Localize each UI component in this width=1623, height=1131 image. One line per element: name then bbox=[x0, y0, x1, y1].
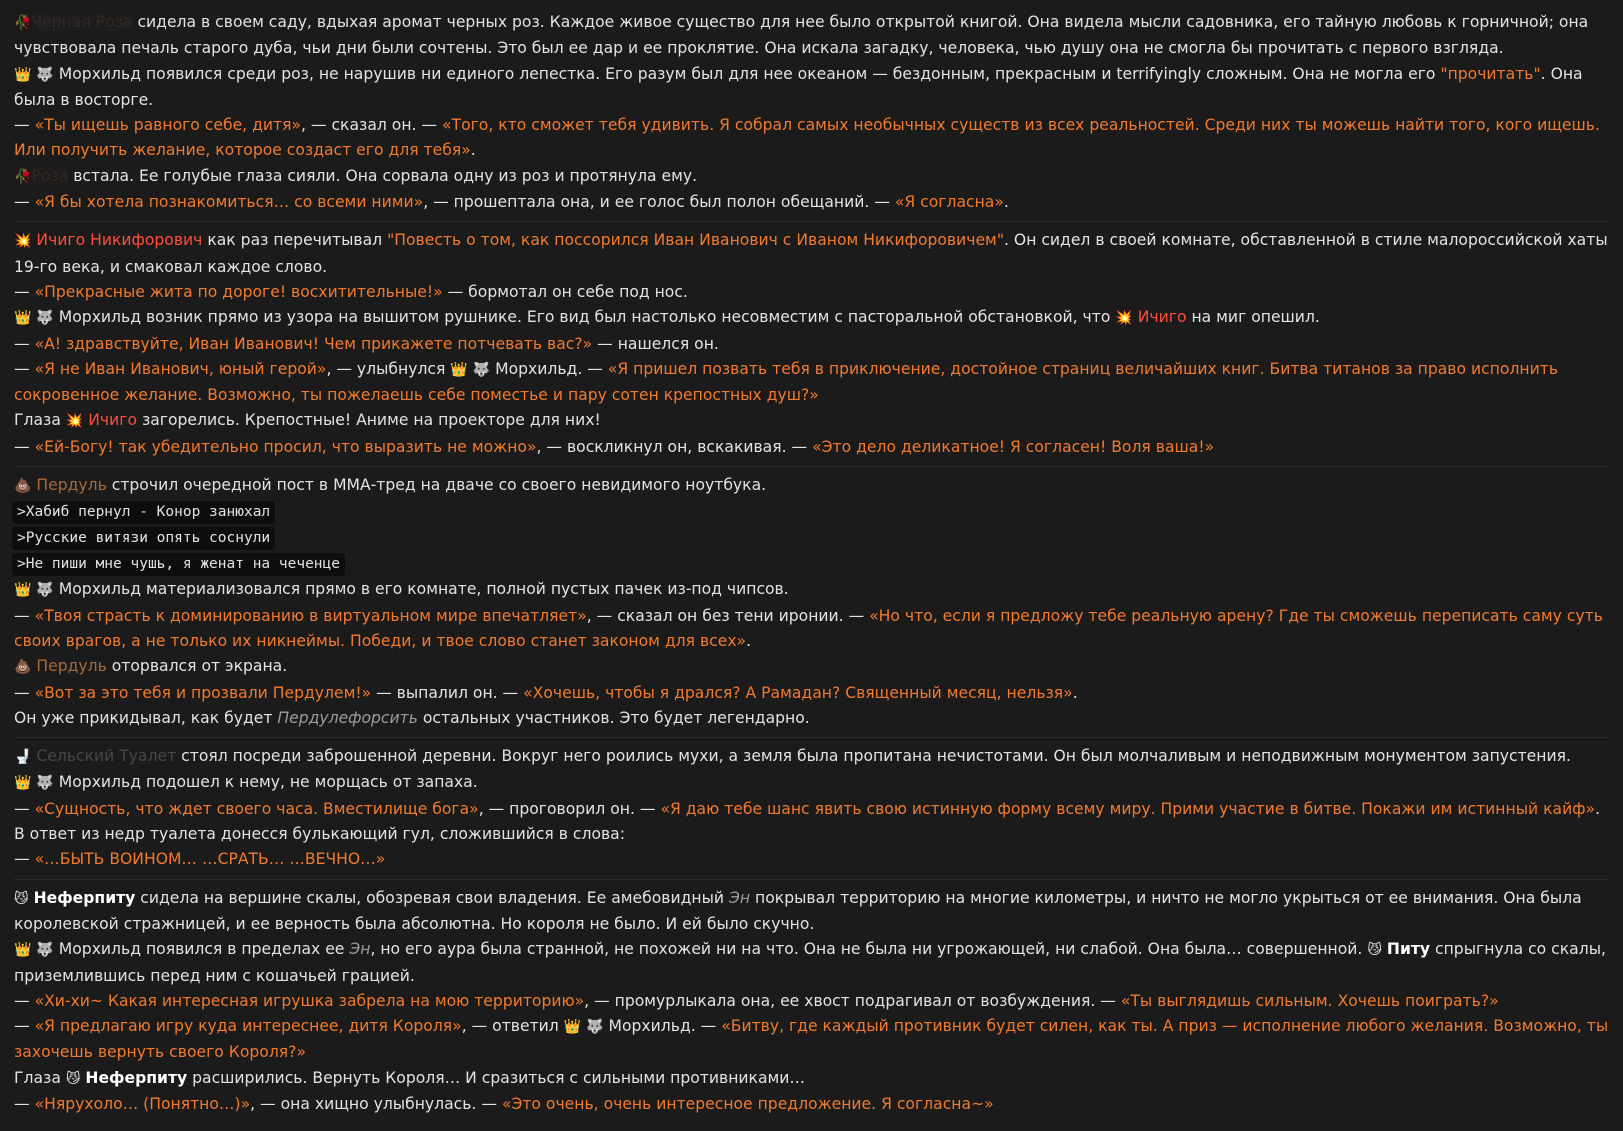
character-name: Роза bbox=[31, 166, 69, 185]
dialogue-line bbox=[14, 113, 1609, 164]
text: Морхильд. — bbox=[603, 1017, 722, 1036]
dialogue-line bbox=[14, 357, 1609, 409]
section-toilet bbox=[14, 737, 1609, 878]
quote: «Это очень, очень интересное предложение. Я согласна~» bbox=[501, 1094, 994, 1113]
crown-icon: 👑 bbox=[563, 1019, 582, 1036]
highlight: "прочитать" bbox=[1440, 64, 1541, 83]
dash: — bbox=[14, 850, 35, 869]
dialogue-line bbox=[14, 1014, 1609, 1066]
quote: «Сущность, что ждет своего часа. Вместилище бога» bbox=[34, 799, 479, 818]
crown-icon: 👑 bbox=[14, 310, 32, 327]
collision-icon: 💥 bbox=[14, 233, 32, 250]
dash: — bbox=[14, 437, 35, 456]
text: . bbox=[1003, 193, 1009, 212]
text: , — улыбнулся bbox=[326, 359, 451, 378]
crown-icon: 👑 bbox=[14, 582, 32, 599]
section-ichigo bbox=[14, 221, 1609, 466]
poop-icon: 💩 bbox=[14, 659, 32, 676]
quote: «Я согласна» bbox=[894, 193, 1004, 212]
text: , — сказал он без тени иронии. — bbox=[586, 606, 870, 625]
text: оторвался от экрана. bbox=[106, 657, 288, 676]
text: . Он сидел в своей комнате, обставленной в стиле малороссийской хаты 19-го века, и смаковал каждое слово. bbox=[14, 231, 1608, 276]
paragraph bbox=[14, 408, 1609, 434]
quote: «Твоя страсть к доминированию в виртуальном мире впечатляет» bbox=[34, 606, 587, 625]
quote: «Я пришел позвать тебя в приключение, достойное страниц величайших книг. Битва титанов за право исполнить сокровенное желание. Возможно, ты пожелаешь себе поместье и пару сотен крепостных душ?» bbox=[14, 359, 1559, 405]
highlight: "Повесть о том, как поссорился Иван Иванович с Иваном Никифоровичем" bbox=[387, 231, 1004, 250]
character-name: Ичиго bbox=[1137, 308, 1187, 327]
text: , но его аура была странной, не похожей ни на что. Она не была ни угрожающей, ни слабой. Она была… совершенной. bbox=[370, 940, 1368, 959]
crown-icon: 👑 bbox=[14, 942, 32, 959]
text: , — проговорил он. — bbox=[478, 799, 661, 818]
dialogue-line bbox=[14, 847, 1609, 872]
quote: «Хочешь, чтобы я дрался? А Рамадан? Священный месяц, нельзя» bbox=[523, 683, 1073, 702]
text: , — она хищно улыбнулась. — bbox=[250, 1094, 502, 1113]
wolf-icon: 🐺 bbox=[36, 775, 54, 792]
dialogue-line bbox=[14, 681, 1609, 706]
dialogue-line bbox=[14, 797, 1609, 822]
inline-code: >Не пиши мне чушь, я женат на чеченце bbox=[12, 553, 345, 576]
dash: — bbox=[14, 193, 35, 212]
dialogue-line bbox=[14, 435, 1609, 460]
text: , — промурлыкала она, ее хвост подрагивал от возбуждения. — bbox=[584, 991, 1121, 1010]
quote: «Ты ищешь равного себе, дитя» bbox=[34, 116, 302, 135]
text: В ответ из недр туалета донесся булькающий гул, сложившийся в слова: bbox=[14, 825, 625, 844]
paragraph bbox=[14, 886, 1609, 938]
text: . Она была в восторге. bbox=[14, 64, 1583, 109]
text: Морхильд возник прямо из узора на вышитом рушнике. Его вид был настолько несовместим с пасторальной обстановкой, что bbox=[53, 308, 1116, 327]
collision-icon: 💥 bbox=[65, 413, 84, 430]
text: Глаза bbox=[14, 1068, 66, 1087]
text: Глаза bbox=[14, 411, 66, 430]
text: , — сказал он. — bbox=[301, 116, 442, 135]
wolf-icon: 🐺 bbox=[36, 66, 54, 83]
quote: «Это дело деликатное! Я согласен! Воля ваша!» bbox=[812, 437, 1215, 456]
dialogue-line bbox=[14, 332, 1609, 357]
quote: «Ей-Богу! так убедительно просил, что выразить не можно» bbox=[34, 437, 537, 456]
quote: «А! здравствуйте, Иван Иванович! Чем прикажете потчевать вас?» bbox=[34, 334, 593, 353]
italic-term: Пердулефорсить bbox=[277, 708, 418, 727]
character-name: Неферпиту bbox=[33, 888, 136, 907]
dialogue-line bbox=[14, 280, 1609, 305]
paragraph bbox=[14, 1066, 1609, 1092]
text: Морхильд появился в пределах ее bbox=[53, 940, 350, 959]
quote: «Хи-хи~ Какая интересная игрушка забрела на мою территорию» bbox=[34, 991, 585, 1010]
cat-face-icon: 😼 bbox=[65, 1070, 81, 1087]
quote: «Я бы хотела познакомиться… со всеми ними» bbox=[34, 193, 424, 212]
character-name: Пердуль bbox=[36, 657, 107, 676]
text: Морхильд подошел к нему, не морщась от запаха. bbox=[53, 773, 478, 792]
text: как раз перечитывал bbox=[202, 231, 388, 250]
text: . bbox=[470, 141, 476, 160]
quote: «Но что, если я предложу тебе реальную арену? Где ты сможешь переписать саму суть своих врагов, а не только их никнеймы. Победи, и твое слово станет законом для всех» bbox=[14, 606, 1603, 650]
wilted-rose-icon: 🥀 bbox=[14, 15, 32, 31]
wolf-icon: 🐺 bbox=[586, 1019, 604, 1036]
cat-face-icon: 😼 bbox=[1367, 942, 1382, 959]
character-name: Пердуль bbox=[36, 476, 107, 495]
dash: — bbox=[14, 606, 35, 625]
text: сидела на вершине скалы, обозревая свои владения. Ее амебовидный bbox=[135, 888, 729, 907]
character-name: Сельский Туалет bbox=[36, 747, 177, 766]
character-name: Ичиго bbox=[88, 411, 137, 430]
character-name: Неферпиту bbox=[85, 1068, 188, 1087]
text: спрыгнула со скалы, приземлившись перед ним с кошачьей грацией. bbox=[14, 940, 1606, 985]
quote: «…БЫТЬ ВОИНОМ… …СРАТЬ… …ВЕЧНО…» bbox=[34, 850, 386, 869]
text: остальных участников. Это будет легендарно. bbox=[417, 708, 810, 727]
crown-icon: 👑 bbox=[450, 361, 468, 378]
text: , — прошептала она, и ее голос был полон обещаний. — bbox=[423, 193, 895, 212]
wilted-rose-icon: 🥀 bbox=[14, 168, 32, 185]
text: строчил очередной пост в ММА-тред на дваче со своего невидимого ноутбука. bbox=[106, 476, 767, 495]
dialogue-line bbox=[14, 989, 1609, 1014]
paragraph bbox=[14, 305, 1609, 331]
paragraph bbox=[14, 10, 1609, 62]
paragraph bbox=[14, 62, 1609, 114]
text: загорелись. Крепостные! Аниме на проекторе для них! bbox=[137, 411, 601, 430]
text: , — воскликнул он, вскакивая. — bbox=[536, 437, 813, 456]
italic-term: Эн bbox=[728, 888, 751, 907]
text: Он уже прикидывал, как будет bbox=[14, 708, 278, 727]
inline-code: >Хабиб пернул - Конор занюхал bbox=[12, 501, 275, 524]
crown-icon: 👑 bbox=[14, 775, 32, 792]
text: покрывал территорию на многие километры, и ничто не могло укрыться от ее внимания. Она была королевской стражницей, и ее верность была абсолютна. Но короля не было. И ей было скучно. bbox=[14, 888, 1582, 933]
text: Морхильд материализовался прямо в его комнате, полной пустых пачек из-под чипсов. bbox=[53, 580, 789, 599]
dialogue-line bbox=[14, 190, 1609, 215]
quote: «Того, кто сможет тебя удивить. Я собрал самых необычных существ из всех реальностей. Среди них ты можешь найти того, кого ищешь. Или получить желание, которое создаст его для тебя» bbox=[14, 116, 1600, 160]
quote: «Битву, где каждый противник будет силен, как ты. А приз — исполнение любого желания. Возможно, ты захочешь вернуть своего Короля?» bbox=[14, 1017, 1609, 1062]
text: — бормотал он себе под нос. bbox=[442, 282, 688, 301]
paragraph bbox=[14, 744, 1609, 770]
section-perdul bbox=[14, 466, 1609, 737]
quote: «Я не Иван Иванович, юный герой» bbox=[34, 359, 327, 378]
text: Морхильд. — bbox=[490, 359, 608, 378]
character-name: Ичиго Никифорович bbox=[36, 231, 203, 250]
code-line bbox=[14, 525, 1609, 551]
character-name: Черная Роза bbox=[31, 13, 133, 31]
text: . bbox=[746, 631, 752, 650]
dash: — bbox=[14, 683, 35, 702]
dash: — bbox=[14, 991, 35, 1010]
text: . bbox=[1595, 799, 1601, 818]
dash: — bbox=[14, 1017, 35, 1036]
dash: — bbox=[14, 1094, 35, 1113]
quote: «Я предлагаю игру куда интереснее, дитя Короля» bbox=[34, 1017, 462, 1036]
wolf-icon: 🐺 bbox=[36, 310, 54, 327]
dialogue-line bbox=[14, 1092, 1609, 1117]
quote: «Ты выглядишь сильным. Хочешь поиграть?» bbox=[1120, 991, 1499, 1010]
paragraph bbox=[14, 770, 1609, 796]
poop-icon: 💩 bbox=[14, 478, 32, 495]
wolf-icon: 🐺 bbox=[472, 361, 491, 378]
text: сидела в своем саду, вдыхая аромат черных роз. Каждое живое существо для нее было открытой книгой. Она видела мысли садовника, его тайную любовь к горничной; она чувствовала печаль старого дуба, чьи дни были сочтены. Это был ее дар и ее проклятие. Она искала загадку, человека, чью душу она не смогла бы прочитать с первого взгляда. bbox=[14, 13, 1589, 58]
wolf-icon: 🐺 bbox=[36, 942, 54, 959]
dash: — bbox=[14, 334, 35, 353]
text: — нашелся он. bbox=[592, 334, 719, 353]
text: . bbox=[1072, 683, 1078, 702]
section-neferpitou bbox=[14, 879, 1609, 1124]
dialogue-line bbox=[14, 604, 1609, 655]
wolf-icon: 🐺 bbox=[36, 582, 54, 599]
text: расширились. Вернуть Короля… И сразиться с сильными противниками… bbox=[187, 1068, 806, 1087]
text: встала. Ее голубые глаза сияли. Она сорвала одну из роз и протянула ему. bbox=[68, 166, 698, 185]
dash: — bbox=[14, 116, 35, 135]
paragraph bbox=[14, 822, 1609, 847]
dash: — bbox=[14, 282, 35, 301]
collision-icon: 💥 bbox=[1115, 310, 1133, 327]
text: стоял посреди заброшенной деревни. Вокруг него роились мухи, а земля была пропитана нечистотами. Он был молчаливым и неподвижным монументом запустения. bbox=[176, 747, 1571, 766]
quote: «Вот за это тебя и прозвали Пердулем!» bbox=[34, 683, 372, 702]
character-name: Питу bbox=[1386, 940, 1431, 959]
code-line bbox=[14, 499, 1609, 525]
paragraph bbox=[14, 654, 1609, 680]
inline-code: >Русские витязи опять соснули bbox=[12, 527, 275, 550]
dash: — bbox=[14, 359, 35, 378]
toilet-icon: 🚽 bbox=[14, 749, 32, 766]
crown-icon: 👑 bbox=[14, 66, 32, 83]
code-line bbox=[14, 551, 1609, 577]
text: — выпалил он. — bbox=[371, 683, 524, 702]
quote: «Нярухоло… (Понятно…)» bbox=[34, 1094, 251, 1113]
dash: — bbox=[14, 799, 35, 818]
italic-term: Эн bbox=[349, 940, 371, 959]
quote: «Прекрасные жита по дороге! восхитительные!» bbox=[34, 282, 443, 301]
text: , — ответил bbox=[461, 1017, 564, 1036]
paragraph bbox=[14, 577, 1609, 603]
paragraph bbox=[14, 228, 1609, 280]
cat-face-icon: 😼 bbox=[14, 890, 29, 907]
text: на миг опешил. bbox=[1186, 308, 1320, 327]
paragraph bbox=[14, 937, 1609, 989]
text: Морхильд появился среди роз, не нарушив ни единого лепестка. Его разум был для нее океаном — бездонным, прекрасным и terrifyingly сложным. Она не могла его bbox=[53, 64, 1441, 83]
quote: «Я даю тебе шанс явить свою истинную форму всему миру. Прими участие в битве. Покажи им истинный кайф» bbox=[660, 799, 1596, 818]
paragraph bbox=[14, 164, 1609, 190]
paragraph bbox=[14, 706, 1609, 731]
section-rose bbox=[14, 10, 1609, 221]
paragraph bbox=[14, 473, 1609, 499]
